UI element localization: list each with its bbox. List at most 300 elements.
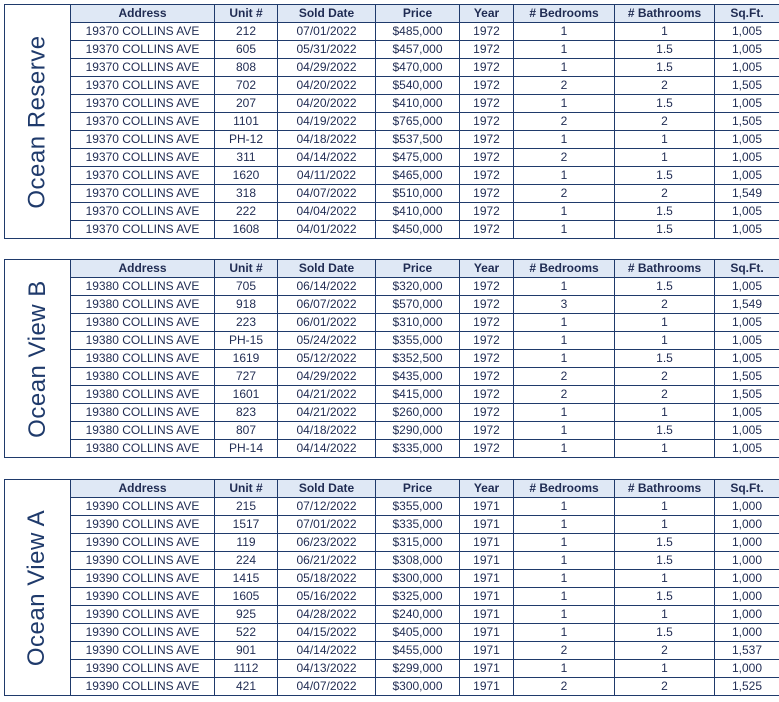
cell-address: 19370 COLLINS AVE bbox=[71, 131, 215, 149]
column-header-price: Price bbox=[376, 5, 460, 23]
cell-bedrooms: 1 bbox=[514, 422, 615, 440]
cell-address: 19380 COLLINS AVE bbox=[71, 368, 215, 386]
cell-unit: 705 bbox=[215, 278, 278, 296]
cell-sold-date: 04/28/2022 bbox=[278, 606, 376, 624]
table-row bbox=[71, 185, 779, 203]
cell-year: 1971 bbox=[460, 498, 514, 516]
cell-bathrooms: 1 bbox=[615, 23, 715, 41]
cell-bedrooms: 1 bbox=[514, 552, 615, 570]
cell-address: 19380 COLLINS AVE bbox=[71, 332, 215, 350]
cell-bedrooms: 1 bbox=[514, 516, 615, 534]
cell-address: 19370 COLLINS AVE bbox=[71, 95, 215, 113]
cell-address: 19380 COLLINS AVE bbox=[71, 350, 215, 368]
cell-sold-date: 04/14/2022 bbox=[278, 149, 376, 167]
cell-year: 1972 bbox=[460, 314, 514, 332]
section-label-box bbox=[4, 4, 70, 239]
table-row bbox=[71, 113, 779, 131]
cell-unit: 1605 bbox=[215, 588, 278, 606]
cell-year: 1971 bbox=[460, 570, 514, 588]
cell-sq-ft: 1,005 bbox=[715, 95, 779, 113]
cell-address: 19370 COLLINS AVE bbox=[71, 149, 215, 167]
cell-price: $320,000 bbox=[376, 278, 460, 296]
cell-sold-date: 04/18/2022 bbox=[278, 422, 376, 440]
section-label-box bbox=[4, 259, 70, 458]
cell-bedrooms: 1 bbox=[514, 314, 615, 332]
cell-sq-ft: 1,005 bbox=[715, 314, 779, 332]
cell-price: $315,000 bbox=[376, 534, 460, 552]
cell-price: $355,000 bbox=[376, 332, 460, 350]
cell-price: $300,000 bbox=[376, 570, 460, 588]
cell-bedrooms: 1 bbox=[514, 660, 615, 678]
cell-sold-date: 04/14/2022 bbox=[278, 440, 376, 458]
table-row bbox=[71, 678, 779, 696]
cell-address: 19370 COLLINS AVE bbox=[71, 221, 215, 239]
cell-sold-date: 06/21/2022 bbox=[278, 552, 376, 570]
cell-bathrooms: 2 bbox=[615, 113, 715, 131]
cell-unit: PH-14 bbox=[215, 440, 278, 458]
cell-year: 1972 bbox=[460, 422, 514, 440]
cell-price: $310,000 bbox=[376, 314, 460, 332]
table-row bbox=[71, 314, 779, 332]
cell-price: $335,000 bbox=[376, 516, 460, 534]
cell-unit: 605 bbox=[215, 41, 278, 59]
cell-unit: 1620 bbox=[215, 167, 278, 185]
cell-price: $308,000 bbox=[376, 552, 460, 570]
cell-price: $300,000 bbox=[376, 678, 460, 696]
cell-price: $290,000 bbox=[376, 422, 460, 440]
column-header-year: Year bbox=[460, 480, 514, 498]
cell-unit: 823 bbox=[215, 404, 278, 422]
cell-bathrooms: 1.5 bbox=[615, 422, 715, 440]
table-row bbox=[71, 368, 779, 386]
column-header-sq-ft: Sq.Ft. bbox=[715, 480, 779, 498]
cell-sold-date: 04/01/2022 bbox=[278, 221, 376, 239]
cell-sold-date: 04/21/2022 bbox=[278, 386, 376, 404]
cell-bathrooms: 1.5 bbox=[615, 203, 715, 221]
cell-unit: 918 bbox=[215, 296, 278, 314]
cell-address: 19390 COLLINS AVE bbox=[71, 642, 215, 660]
table-row bbox=[71, 278, 779, 296]
cell-sq-ft: 1,005 bbox=[715, 332, 779, 350]
cell-bedrooms: 1 bbox=[514, 570, 615, 588]
cell-price: $335,000 bbox=[376, 440, 460, 458]
cell-bedrooms: 1 bbox=[514, 23, 615, 41]
table-row bbox=[71, 516, 779, 534]
cell-unit: 1517 bbox=[215, 516, 278, 534]
cell-price: $457,000 bbox=[376, 41, 460, 59]
cell-address: 19390 COLLINS AVE bbox=[71, 588, 215, 606]
column-header-sold-date: Sold Date bbox=[278, 480, 376, 498]
cell-price: $410,000 bbox=[376, 95, 460, 113]
cell-bedrooms: 1 bbox=[514, 167, 615, 185]
cell-bedrooms: 1 bbox=[514, 59, 615, 77]
cell-sold-date: 07/01/2022 bbox=[278, 516, 376, 534]
cell-year: 1972 bbox=[460, 167, 514, 185]
cell-address: 19370 COLLINS AVE bbox=[71, 185, 215, 203]
cell-bathrooms: 1.5 bbox=[615, 278, 715, 296]
cell-year: 1971 bbox=[460, 516, 514, 534]
table-row bbox=[71, 606, 779, 624]
table-row bbox=[71, 588, 779, 606]
cell-sq-ft: 1,005 bbox=[715, 41, 779, 59]
cell-bedrooms: 1 bbox=[514, 278, 615, 296]
table-row bbox=[71, 167, 779, 185]
cell-sq-ft: 1,005 bbox=[715, 404, 779, 422]
cell-bedrooms: 1 bbox=[514, 534, 615, 552]
cell-bedrooms: 2 bbox=[514, 77, 615, 95]
cell-sq-ft: 1,000 bbox=[715, 660, 779, 678]
cell-bathrooms: 1.5 bbox=[615, 624, 715, 642]
cell-unit: 207 bbox=[215, 95, 278, 113]
column-header-unit: Unit # bbox=[215, 260, 278, 278]
cell-bathrooms: 1.5 bbox=[615, 41, 715, 59]
cell-bathrooms: 2 bbox=[615, 642, 715, 660]
cell-year: 1972 bbox=[460, 404, 514, 422]
cell-bedrooms: 1 bbox=[514, 606, 615, 624]
cell-price: $510,000 bbox=[376, 185, 460, 203]
cell-sold-date: 06/01/2022 bbox=[278, 314, 376, 332]
cell-address: 19380 COLLINS AVE bbox=[71, 440, 215, 458]
cell-year: 1971 bbox=[460, 588, 514, 606]
cell-bathrooms: 2 bbox=[615, 77, 715, 95]
cell-sq-ft: 1,005 bbox=[715, 149, 779, 167]
cell-address: 19390 COLLINS AVE bbox=[71, 534, 215, 552]
cell-bedrooms: 2 bbox=[514, 149, 615, 167]
cell-address: 19390 COLLINS AVE bbox=[71, 660, 215, 678]
cell-unit: 1101 bbox=[215, 113, 278, 131]
cell-year: 1971 bbox=[460, 678, 514, 696]
cell-sq-ft: 1,005 bbox=[715, 422, 779, 440]
header-row bbox=[71, 260, 779, 278]
cell-unit: 727 bbox=[215, 368, 278, 386]
cell-bedrooms: 1 bbox=[514, 440, 615, 458]
cell-sq-ft: 1,549 bbox=[715, 185, 779, 203]
cell-sold-date: 06/23/2022 bbox=[278, 534, 376, 552]
table-row bbox=[71, 131, 779, 149]
cell-bedrooms: 1 bbox=[514, 332, 615, 350]
cell-address: 19370 COLLINS AVE bbox=[71, 113, 215, 131]
cell-year: 1972 bbox=[460, 203, 514, 221]
cell-bedrooms: 1 bbox=[514, 404, 615, 422]
cell-price: $352,500 bbox=[376, 350, 460, 368]
cell-bedrooms: 3 bbox=[514, 296, 615, 314]
column-header-year: Year bbox=[460, 260, 514, 278]
cell-sq-ft: 1,005 bbox=[715, 203, 779, 221]
cell-bedrooms: 2 bbox=[514, 386, 615, 404]
table-row bbox=[71, 23, 779, 41]
cell-sold-date: 04/13/2022 bbox=[278, 660, 376, 678]
cell-bathrooms: 1.5 bbox=[615, 350, 715, 368]
cell-year: 1972 bbox=[460, 350, 514, 368]
cell-bathrooms: 2 bbox=[615, 296, 715, 314]
column-header-bathrooms: # Bathrooms bbox=[615, 480, 715, 498]
cell-sq-ft: 1,525 bbox=[715, 678, 779, 696]
cell-price: $570,000 bbox=[376, 296, 460, 314]
cell-sq-ft: 1,000 bbox=[715, 624, 779, 642]
cell-bathrooms: 1 bbox=[615, 570, 715, 588]
cell-address: 19370 COLLINS AVE bbox=[71, 59, 215, 77]
column-header-sq-ft: Sq.Ft. bbox=[715, 260, 779, 278]
cell-unit: 223 bbox=[215, 314, 278, 332]
section-title: Ocean View B bbox=[23, 279, 51, 438]
table-row bbox=[71, 386, 779, 404]
column-header-unit: Unit # bbox=[215, 5, 278, 23]
cell-price: $260,000 bbox=[376, 404, 460, 422]
table-row bbox=[71, 149, 779, 167]
table-row bbox=[71, 404, 779, 422]
column-header-address: Address bbox=[71, 5, 215, 23]
cell-sq-ft: 1,505 bbox=[715, 368, 779, 386]
cell-sold-date: 06/14/2022 bbox=[278, 278, 376, 296]
table-row bbox=[71, 59, 779, 77]
cell-year: 1972 bbox=[460, 332, 514, 350]
table-row bbox=[71, 498, 779, 516]
column-header-bedrooms: # Bedrooms bbox=[514, 260, 615, 278]
cell-bathrooms: 1 bbox=[615, 404, 715, 422]
cell-price: $485,000 bbox=[376, 23, 460, 41]
cell-sold-date: 05/31/2022 bbox=[278, 41, 376, 59]
cell-address: 19390 COLLINS AVE bbox=[71, 516, 215, 534]
cell-unit: 421 bbox=[215, 678, 278, 696]
cell-year: 1972 bbox=[460, 185, 514, 203]
column-header-sq-ft: Sq.Ft. bbox=[715, 5, 779, 23]
table-row bbox=[71, 41, 779, 59]
cell-year: 1971 bbox=[460, 624, 514, 642]
cell-price: $325,000 bbox=[376, 588, 460, 606]
cell-address: 19390 COLLINS AVE bbox=[71, 570, 215, 588]
cell-sold-date: 04/18/2022 bbox=[278, 131, 376, 149]
cell-year: 1972 bbox=[460, 77, 514, 95]
cell-price: $475,000 bbox=[376, 149, 460, 167]
cell-bedrooms: 1 bbox=[514, 203, 615, 221]
cell-bedrooms: 1 bbox=[514, 588, 615, 606]
cell-unit: 702 bbox=[215, 77, 278, 95]
cell-address: 19390 COLLINS AVE bbox=[71, 498, 215, 516]
cell-price: $465,000 bbox=[376, 167, 460, 185]
cell-sq-ft: 1,005 bbox=[715, 167, 779, 185]
cell-price: $240,000 bbox=[376, 606, 460, 624]
cell-bathrooms: 1 bbox=[615, 606, 715, 624]
table-row bbox=[71, 350, 779, 368]
cell-bathrooms: 1 bbox=[615, 332, 715, 350]
cell-bathrooms: 2 bbox=[615, 368, 715, 386]
cell-sold-date: 04/15/2022 bbox=[278, 624, 376, 642]
column-header-price: Price bbox=[376, 480, 460, 498]
table-row bbox=[71, 570, 779, 588]
table-row bbox=[71, 422, 779, 440]
cell-sq-ft: 1,537 bbox=[715, 642, 779, 660]
table-row bbox=[71, 624, 779, 642]
cell-year: 1972 bbox=[460, 131, 514, 149]
table-row bbox=[71, 552, 779, 570]
cell-year: 1971 bbox=[460, 534, 514, 552]
cell-address: 19380 COLLINS AVE bbox=[71, 404, 215, 422]
cell-sq-ft: 1,505 bbox=[715, 113, 779, 131]
cell-bathrooms: 2 bbox=[615, 185, 715, 203]
cell-year: 1972 bbox=[460, 296, 514, 314]
cell-year: 1972 bbox=[460, 278, 514, 296]
cell-sq-ft: 1,005 bbox=[715, 221, 779, 239]
table-row bbox=[71, 440, 779, 458]
cell-year: 1971 bbox=[460, 606, 514, 624]
cell-sold-date: 04/11/2022 bbox=[278, 167, 376, 185]
column-header-bathrooms: # Bathrooms bbox=[615, 260, 715, 278]
cell-unit: PH-15 bbox=[215, 332, 278, 350]
cell-address: 19380 COLLINS AVE bbox=[71, 278, 215, 296]
cell-sq-ft: 1,005 bbox=[715, 59, 779, 77]
cell-year: 1972 bbox=[460, 368, 514, 386]
cell-sq-ft: 1,000 bbox=[715, 552, 779, 570]
cell-sq-ft: 1,505 bbox=[715, 386, 779, 404]
section-title: Ocean Reserve bbox=[23, 34, 51, 209]
cell-unit: 901 bbox=[215, 642, 278, 660]
cell-sold-date: 05/24/2022 bbox=[278, 332, 376, 350]
table-row bbox=[71, 534, 779, 552]
cell-address: 19370 COLLINS AVE bbox=[71, 203, 215, 221]
cell-bedrooms: 1 bbox=[514, 221, 615, 239]
cell-address: 19370 COLLINS AVE bbox=[71, 23, 215, 41]
section-ocean-reserve bbox=[4, 4, 774, 239]
cell-year: 1972 bbox=[460, 440, 514, 458]
cell-address: 19390 COLLINS AVE bbox=[71, 678, 215, 696]
cell-unit: 1601 bbox=[215, 386, 278, 404]
column-header-sold-date: Sold Date bbox=[278, 5, 376, 23]
cell-price: $765,000 bbox=[376, 113, 460, 131]
cell-bedrooms: 2 bbox=[514, 113, 615, 131]
cell-sold-date: 04/07/2022 bbox=[278, 185, 376, 203]
cell-sq-ft: 1,549 bbox=[715, 296, 779, 314]
cell-bathrooms: 1 bbox=[615, 660, 715, 678]
cell-unit: PH-12 bbox=[215, 131, 278, 149]
cell-sq-ft: 1,505 bbox=[715, 77, 779, 95]
section-label-box bbox=[4, 479, 70, 696]
cell-sold-date: 05/12/2022 bbox=[278, 350, 376, 368]
cell-price: $455,000 bbox=[376, 642, 460, 660]
cell-unit: 807 bbox=[215, 422, 278, 440]
cell-unit: 311 bbox=[215, 149, 278, 167]
cell-bedrooms: 1 bbox=[514, 498, 615, 516]
column-header-address: Address bbox=[71, 480, 215, 498]
column-header-bathrooms: # Bathrooms bbox=[615, 5, 715, 23]
cell-unit: 215 bbox=[215, 498, 278, 516]
cell-bedrooms: 1 bbox=[514, 624, 615, 642]
cell-bedrooms: 1 bbox=[514, 131, 615, 149]
cell-price: $470,000 bbox=[376, 59, 460, 77]
cell-unit: 224 bbox=[215, 552, 278, 570]
column-header-bedrooms: # Bedrooms bbox=[514, 480, 615, 498]
cell-bathrooms: 1 bbox=[615, 314, 715, 332]
cell-address: 19380 COLLINS AVE bbox=[71, 386, 215, 404]
sales-table bbox=[70, 4, 779, 239]
section-ocean-view-b bbox=[4, 259, 774, 458]
column-header-bedrooms: # Bedrooms bbox=[514, 5, 615, 23]
cell-bedrooms: 2 bbox=[514, 185, 615, 203]
cell-address: 19380 COLLINS AVE bbox=[71, 296, 215, 314]
cell-sold-date: 04/29/2022 bbox=[278, 59, 376, 77]
cell-address: 19370 COLLINS AVE bbox=[71, 41, 215, 59]
cell-year: 1972 bbox=[460, 113, 514, 131]
section-ocean-view-a bbox=[4, 479, 774, 696]
cell-bedrooms: 2 bbox=[514, 678, 615, 696]
cell-sq-ft: 1,005 bbox=[715, 350, 779, 368]
column-header-unit: Unit # bbox=[215, 480, 278, 498]
cell-year: 1971 bbox=[460, 552, 514, 570]
table-row bbox=[71, 203, 779, 221]
cell-price: $355,000 bbox=[376, 498, 460, 516]
section-title: Ocean View A bbox=[23, 509, 51, 666]
cell-address: 19380 COLLINS AVE bbox=[71, 422, 215, 440]
cell-sq-ft: 1,000 bbox=[715, 606, 779, 624]
cell-bathrooms: 1.5 bbox=[615, 95, 715, 113]
table-row bbox=[71, 332, 779, 350]
cell-bathrooms: 1.5 bbox=[615, 552, 715, 570]
cell-bathrooms: 2 bbox=[615, 678, 715, 696]
cell-sold-date: 04/20/2022 bbox=[278, 77, 376, 95]
cell-price: $415,000 bbox=[376, 386, 460, 404]
cell-year: 1971 bbox=[460, 660, 514, 678]
cell-price: $540,000 bbox=[376, 77, 460, 95]
sales-table bbox=[70, 479, 779, 696]
cell-bathrooms: 1.5 bbox=[615, 167, 715, 185]
cell-unit: 925 bbox=[215, 606, 278, 624]
cell-sq-ft: 1,000 bbox=[715, 570, 779, 588]
cell-bathrooms: 2 bbox=[615, 386, 715, 404]
cell-sq-ft: 1,005 bbox=[715, 278, 779, 296]
cell-address: 19390 COLLINS AVE bbox=[71, 606, 215, 624]
cell-unit: 808 bbox=[215, 59, 278, 77]
cell-unit: 522 bbox=[215, 624, 278, 642]
header-row bbox=[71, 480, 779, 498]
cell-year: 1972 bbox=[460, 59, 514, 77]
cell-sq-ft: 1,000 bbox=[715, 498, 779, 516]
cell-year: 1972 bbox=[460, 95, 514, 113]
column-header-year: Year bbox=[460, 5, 514, 23]
cell-sq-ft: 1,005 bbox=[715, 131, 779, 149]
cell-price: $435,000 bbox=[376, 368, 460, 386]
cell-address: 19370 COLLINS AVE bbox=[71, 77, 215, 95]
cell-bathrooms: 1 bbox=[615, 516, 715, 534]
table-row bbox=[71, 221, 779, 239]
cell-unit: 222 bbox=[215, 203, 278, 221]
cell-bathrooms: 1 bbox=[615, 440, 715, 458]
cell-address: 19390 COLLINS AVE bbox=[71, 552, 215, 570]
table-row bbox=[71, 95, 779, 113]
cell-unit: 1415 bbox=[215, 570, 278, 588]
column-header-sold-date: Sold Date bbox=[278, 260, 376, 278]
column-header-address: Address bbox=[71, 260, 215, 278]
cell-bathrooms: 1 bbox=[615, 131, 715, 149]
cell-year: 1972 bbox=[460, 23, 514, 41]
sales-table bbox=[70, 259, 779, 458]
cell-sq-ft: 1,000 bbox=[715, 516, 779, 534]
cell-unit: 1619 bbox=[215, 350, 278, 368]
table-row bbox=[71, 77, 779, 95]
cell-address: 19390 COLLINS AVE bbox=[71, 624, 215, 642]
cell-sold-date: 04/29/2022 bbox=[278, 368, 376, 386]
cell-price: $410,000 bbox=[376, 203, 460, 221]
cell-sq-ft: 1,005 bbox=[715, 23, 779, 41]
cell-sold-date: 07/01/2022 bbox=[278, 23, 376, 41]
cell-bathrooms: 1.5 bbox=[615, 221, 715, 239]
cell-price: $299,000 bbox=[376, 660, 460, 678]
cell-price: $450,000 bbox=[376, 221, 460, 239]
cell-price: $405,000 bbox=[376, 624, 460, 642]
cell-sq-ft: 1,005 bbox=[715, 440, 779, 458]
cell-unit: 119 bbox=[215, 534, 278, 552]
table-row bbox=[71, 642, 779, 660]
table-row bbox=[71, 296, 779, 314]
cell-sold-date: 05/16/2022 bbox=[278, 588, 376, 606]
